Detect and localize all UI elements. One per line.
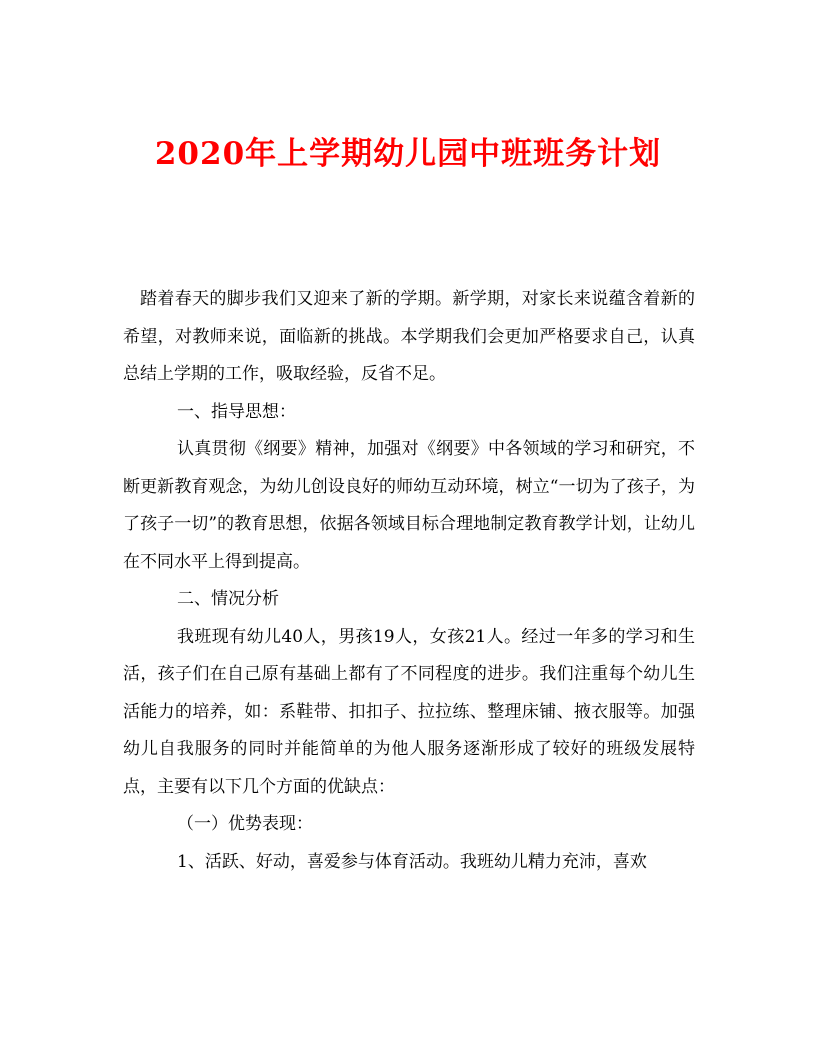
intro-paragraph: 踏着春天的脚步我们又迎来了新的学期。新学期，对家长来说蕴含着新的希望，对教师来说，面临新的挑战。本学期我们会更加严格要求自己，认真总结上学期的工作，吸取经验，反省不足。: [123, 289, 695, 384]
section-heading-guiding-thought: 一、指导思想：: [177, 401, 296, 422]
guiding-thought-paragraph: 认真贯彻《纲要》精神，加强对《纲要》中各领域的学习和研究，不断更新教育观念，为幼儿创设良好的师幼互动环境，树立“一切为了孩子，为了孩子一切”的教育思想，依据各领域目标合理地制定教育教学计划，让幼儿在不同水平上得到提高。: [123, 439, 695, 572]
document-title: 2020年上学期幼儿园中班班务计划: [154, 135, 662, 172]
section-heading-situation-analysis: 二、情况分析: [177, 589, 279, 609]
situation-analysis-paragraph: 我班现有幼儿40人，男孩19人，女孩21人。经过一年多的学习和生活，孩子们在自己原有基础上都有了不同程度的进步。我们注重每个幼儿生活能力的培养，如：系鞋带、扣扣子、拉拉练、整理床铺、掖衣服等。加强幼儿自我服务的同时并能简单的为他人服务逐渐形成了较好的班级发展特点，主要有以下几个方面的优缺点：: [123, 626, 695, 797]
subsection-heading-strengths: （一）优势表现：: [177, 814, 313, 834]
strength-item-1: 1、活跃、好动，喜爱参与体育活动。我班幼儿精力充沛，喜欢: [177, 851, 647, 872]
document-body: [123, 281, 695, 881]
